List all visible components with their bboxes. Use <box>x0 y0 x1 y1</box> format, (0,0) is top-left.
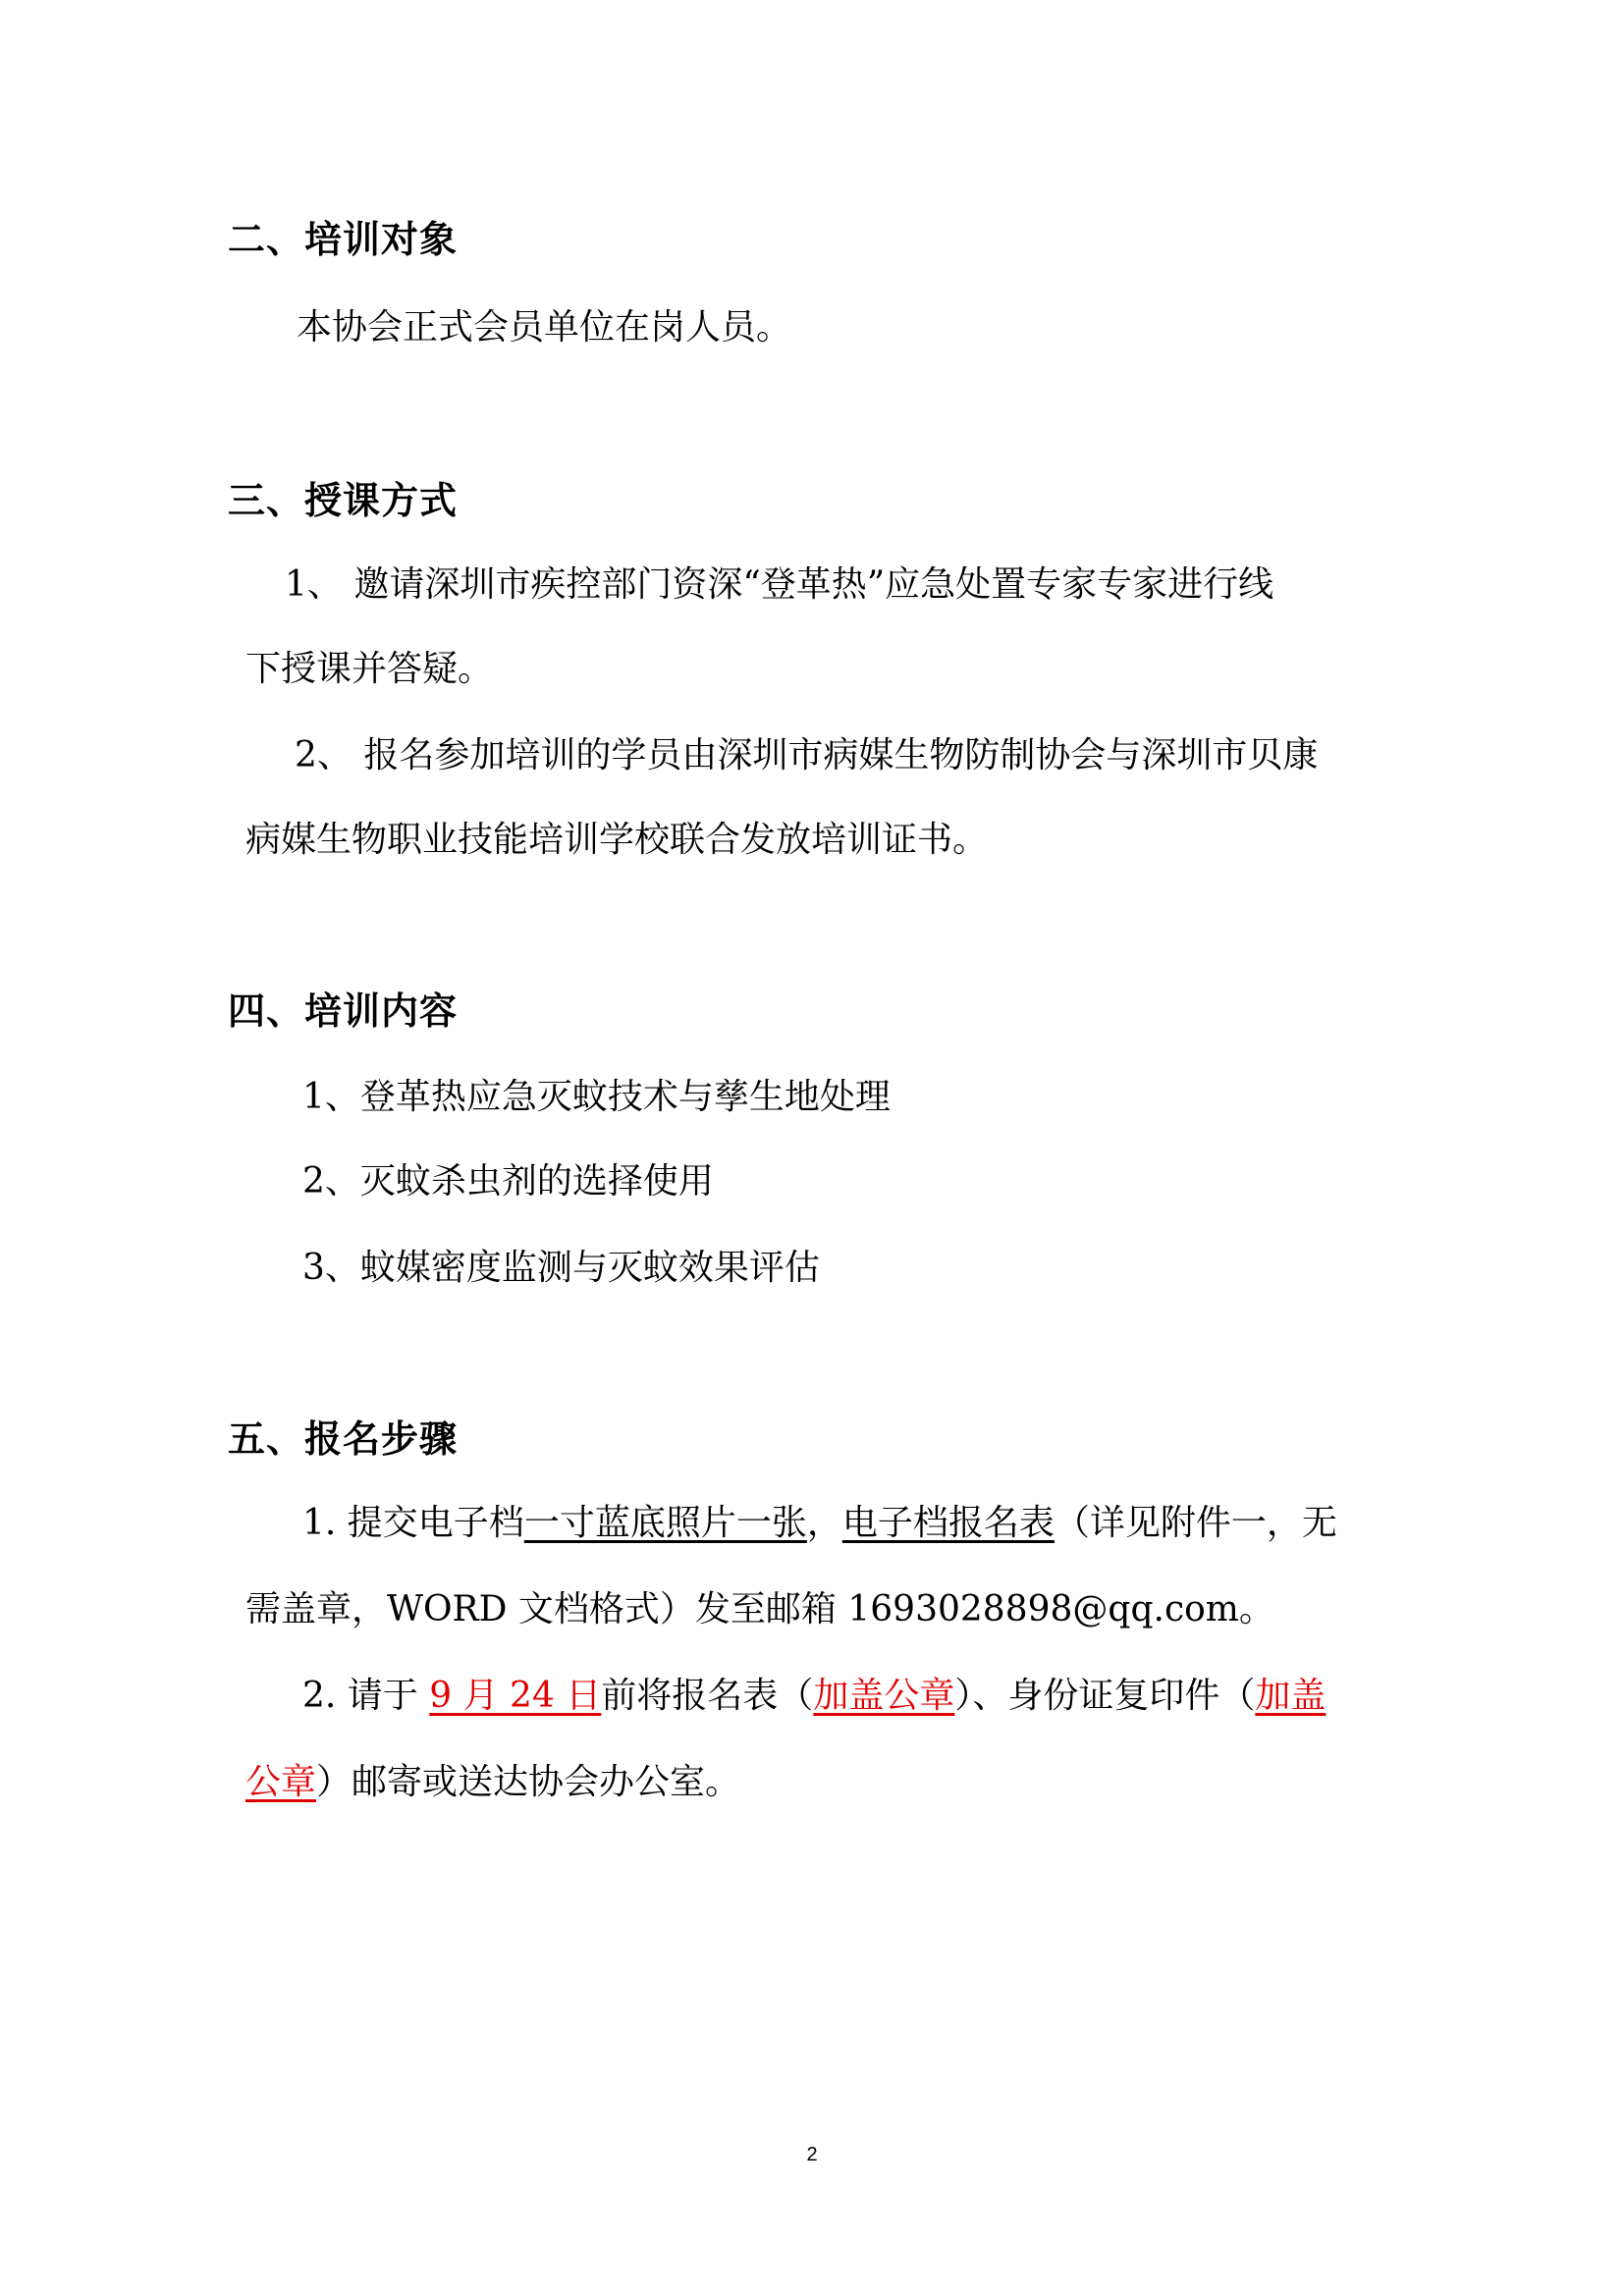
page-number: 2 <box>806 2144 818 2165</box>
step-1-comma: ， <box>806 1503 842 1543</box>
step-2-stamp-note-2-part-2: 公章 <box>245 1762 317 1802</box>
step-1-photo-requirement: 一寸蓝底照片一张 <box>523 1503 807 1543</box>
step-2-text-pre: 请于 <box>347 1676 430 1716</box>
training-content-item-2: 2、灭蚊杀虫剂的选择使用 <box>302 1161 714 1201</box>
step-2-text-end: ）邮寄或送达协会办公室。 <box>316 1762 741 1802</box>
section-heading-registration-steps: 五、报名步骤 <box>228 1417 459 1461</box>
step-2-deadline-date: 9 月 24 日 <box>429 1676 602 1716</box>
step-2-text-mid-1: 前将报名表（ <box>601 1676 814 1716</box>
registration-step-1-line-2: 需盖章，WORD 文档格式）发至邮箱 1693028898@qq.com。 <box>245 1589 1274 1629</box>
training-content-item-3: 3、蚊媒密度监测与灭蚊效果评估 <box>302 1248 820 1288</box>
step-1-registration-form: 电子档报名表 <box>841 1503 1055 1543</box>
section-heading-training-targets: 二、培训对象 <box>228 218 459 261</box>
step-2-number: 2. <box>302 1676 348 1716</box>
step-2-stamp-note-1: 加盖公章 <box>813 1676 955 1716</box>
step-2-text-mid-2: ）、身份证复印件（ <box>954 1676 1256 1716</box>
teaching-method-item-2-line-2: 病媒生物职业技能培训学校联合发放培训证书。 <box>245 820 989 860</box>
training-targets-text: 本协会正式会员单位在岗人员。 <box>297 307 792 347</box>
registration-step-2-line-1 <box>302 1675 1326 1718</box>
teaching-method-item-1-line-1: 1、 邀请深圳市疾控部门资深“登革热”应急处置专家专家进行线 <box>285 564 1274 605</box>
step-2-stamp-note-2-part-1: 加盖 <box>1255 1676 1326 1716</box>
section-heading-training-content: 四、培训内容 <box>228 989 459 1033</box>
step-1-number: 1. <box>302 1503 348 1543</box>
step-1-text-post: （详见附件一，无 <box>1054 1503 1337 1543</box>
teaching-method-item-2-line-1: 2、 报名参加培训的学员由深圳市病媒生物防制协会与深圳市贝康 <box>295 735 1319 775</box>
teaching-method-item-1-line-2: 下授课并答疑。 <box>245 649 494 689</box>
training-content-item-1: 1、登革热应急灭蚊技术与孳生地处理 <box>302 1077 891 1117</box>
section-heading-teaching-method: 三、授课方式 <box>228 479 459 522</box>
registration-step-1-line-1 <box>302 1502 1337 1545</box>
step-1-text-pre: 提交电子档 <box>347 1503 524 1543</box>
registration-step-2-line-2 <box>245 1761 740 1804</box>
